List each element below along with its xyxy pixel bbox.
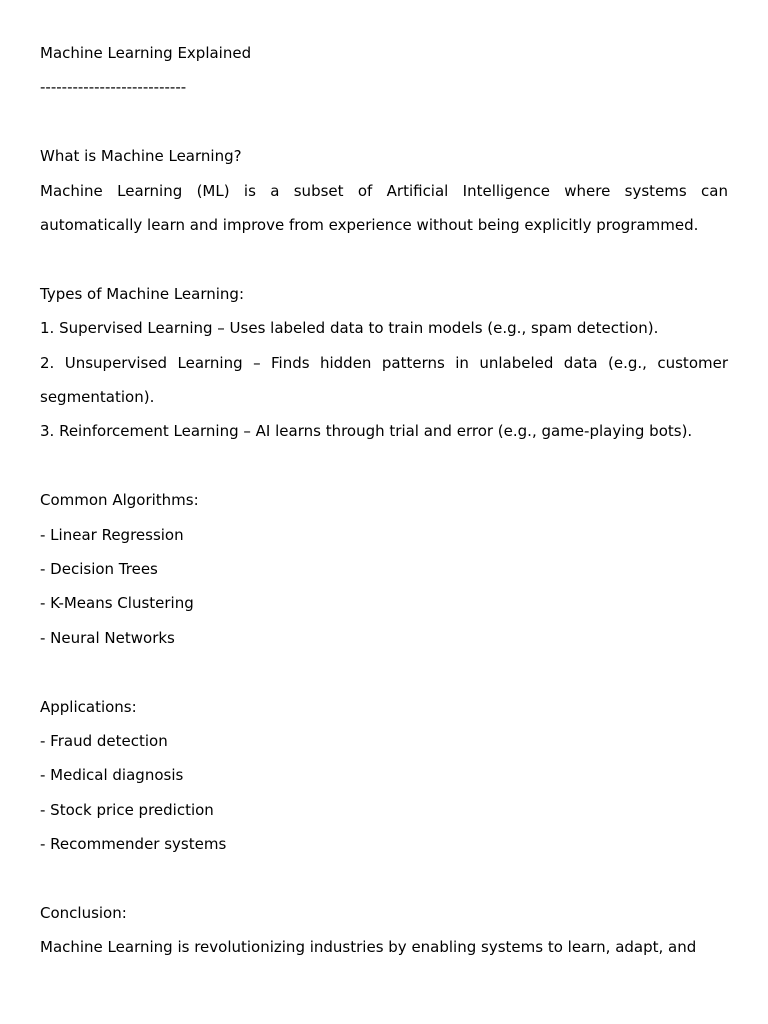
document-title: Machine Learning Explained — [40, 44, 252, 62]
list-item: - Linear Regression — [40, 525, 184, 544]
types-list — [40, 311, 728, 449]
list-item: - Decision Trees — [40, 560, 158, 579]
list-item: - Medical diagnosis — [40, 766, 184, 785]
spacer — [40, 242, 728, 276]
spacer — [40, 105, 728, 139]
section-heading-algorithms: Common Algorithms: — [40, 491, 199, 510]
section-heading-applications: Applications: — [40, 697, 137, 716]
section-heading-types: Types of Machine Learning: — [40, 284, 244, 303]
applications-list — [40, 724, 728, 862]
list-item: - Fraud detection — [40, 732, 168, 751]
spacer — [40, 862, 728, 896]
title-underline: --------------------------- — [40, 78, 187, 97]
section-body-conclusion: Machine Learning is revolutionizing industries by enabling systems to learn, adapt, and — [40, 938, 697, 957]
algorithms-list — [40, 518, 728, 656]
list-item: - K-Means Clustering — [40, 594, 194, 613]
spacer — [40, 655, 728, 689]
list-item: - Recommender systems — [40, 835, 227, 854]
list-item: - Neural Networks — [40, 628, 175, 647]
section-body-what-is: Machine Learning (ML) is a subset of Artificial Intelligence where systems can automatically learn and improve from experience without being explicitly programmed. — [40, 181, 728, 235]
list-item: 1. Supervised Learning – Uses labeled data to train models (e.g., spam detection). — [40, 319, 659, 338]
section-heading-conclusion: Conclusion: — [40, 904, 127, 923]
list-item: 2. Unsupervised Learning – Finds hidden patterns in unlabeled data (e.g., customer segmentation). — [40, 353, 728, 407]
document-page — [40, 36, 728, 965]
section-heading-what-is: What is Machine Learning? — [40, 147, 242, 166]
list-item: 3. Reinforcement Learning – AI learns through trial and error (e.g., game-playing bots). — [40, 422, 693, 441]
spacer — [40, 449, 728, 483]
list-item: - Stock price prediction — [40, 800, 214, 819]
